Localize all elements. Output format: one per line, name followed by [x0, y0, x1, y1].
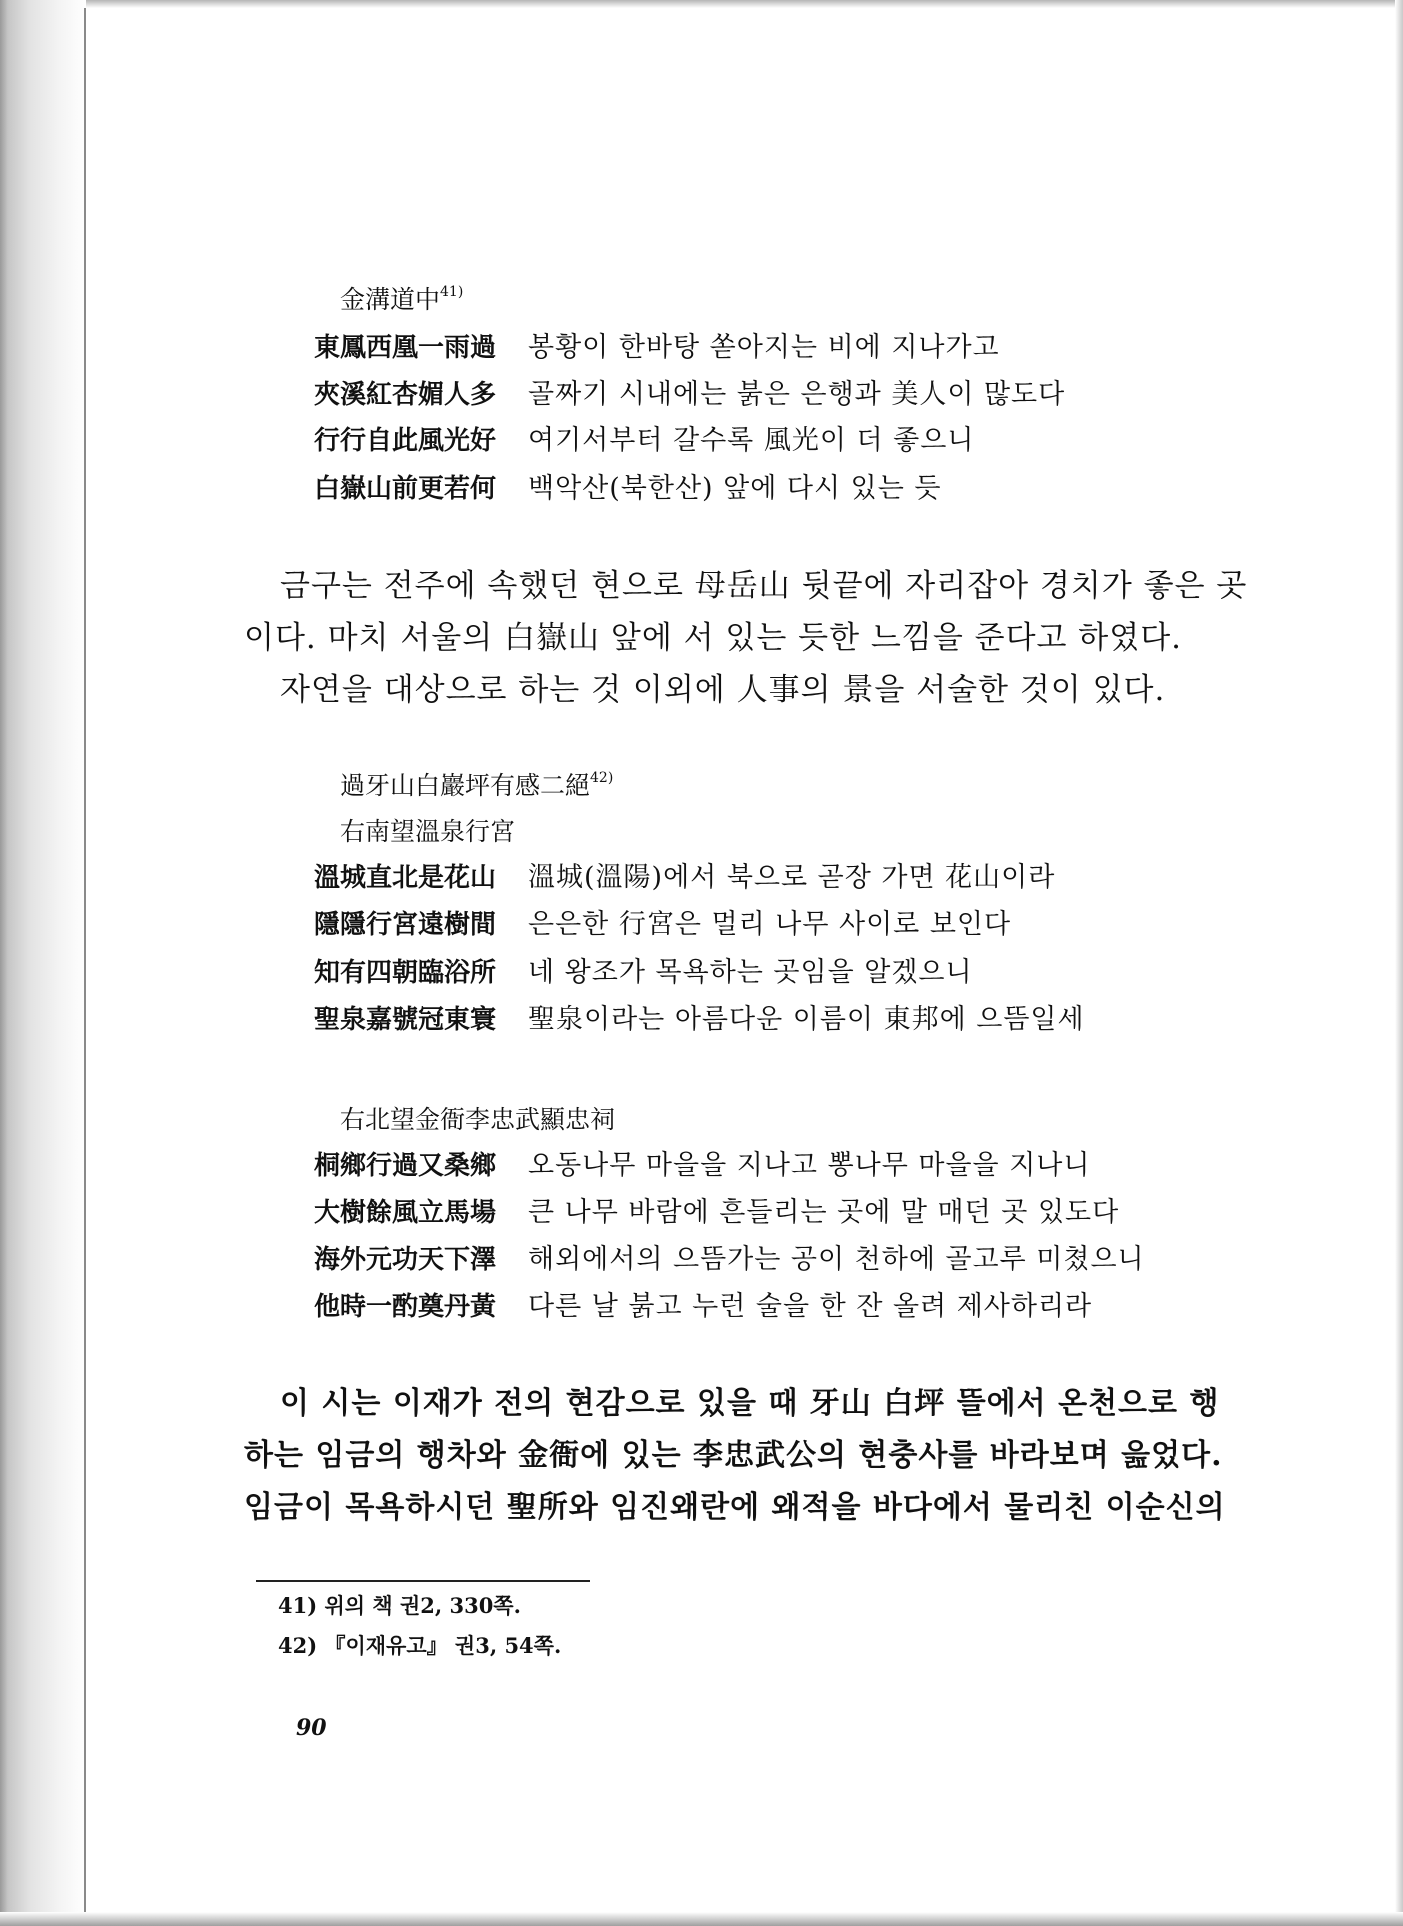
poem1-line-1-hanja: 東鳳西凰一雨過	[314, 333, 497, 363]
paragraph2-line-2: 하는 임금의 행차와 金衙에 있는 李忠武公의 현충사를 바라보며 읊었다.	[244, 1438, 1223, 1473]
poem1-line-3-hanja: 行行自此風光好	[314, 426, 497, 456]
poem2-line-1-korean: 溫城(溫陽)에서 북으로 곧장 가면 花山이라	[528, 862, 1056, 893]
poem2-line-3-korean: 네 왕조가 목욕하는 곳임을 알겠으니	[528, 957, 973, 988]
poem2-line-1-hanja: 溫城直北是花山	[314, 863, 497, 893]
footnote-42: 42) 『이재유고』 권3, 54쪽.	[278, 1633, 562, 1658]
poem2-line-2-hanja: 隱隱行宮遠樹間	[314, 910, 497, 940]
poem3-line-1-korean: 오동나무 마을을 지나고 뽕나무 마을을 지나니	[528, 1150, 1091, 1181]
poem3-line-2-korean: 큰 나무 바람에 흔들리는 곳에 말 매던 곳 있도다	[528, 1197, 1120, 1228]
poem1-title	[340, 284, 463, 316]
poem3-line-3-korean: 해외에서의 으뜸가는 공이 천하에 골고루 미쳤으니	[528, 1244, 1145, 1275]
poem2-note-ref: 42)	[590, 770, 614, 786]
poem1-title-text: 金溝道中	[340, 285, 441, 314]
poem3-line-1-hanja: 桐鄉行過又桑鄉	[314, 1151, 497, 1181]
paragraph1-line-3: 자연을 대상으로 하는 것 이외에 人事의 景을 서술한 것이 있다.	[280, 672, 1166, 708]
paragraph2-line-1: 이 시는 이재가 전의 현감으로 있을 때 牙山 白坪 뜰에서 온천으로 행	[280, 1386, 1220, 1421]
paragraph1	[244, 560, 1254, 716]
poem2-title-text: 過牙山白巖坪有感二絕	[340, 771, 591, 800]
paragraph2	[244, 1378, 1254, 1534]
poem2-subtitle: 右南望溫泉行宮	[340, 817, 516, 846]
poem3-line-4-hanja: 他時一酌奠丹黃	[314, 1292, 497, 1322]
paragraph1-line-1: 금구는 전주에 속했던 현으로 母岳山 뒷끝에 자리잡아 경치가 좋은 곳	[280, 568, 1248, 604]
poem2-line-2-korean: 은은한 行宮은 멀리 나무 사이로 보인다	[528, 909, 1012, 940]
poem2-line-3-hanja: 知有四朝臨浴所	[314, 958, 497, 988]
page-number: 90	[296, 1715, 327, 1741]
footnote-41: 41) 위의 책 권2, 330쪽.	[278, 1593, 521, 1618]
footnote-divider	[256, 1580, 590, 1582]
poem3-line-4-korean: 다른 날 붉고 누런 술을 한 잔 올려 제사하리라	[528, 1291, 1093, 1322]
poem3-line-3-hanja: 海外元功天下澤	[314, 1245, 497, 1275]
poem1-note-ref: 41)	[440, 284, 464, 300]
paragraph1-line-2: 이다. 마치 서울의 白嶽山 앞에 서 있는 듯한 느낌을 준다고 하였다.	[244, 620, 1183, 656]
poem2-title	[340, 770, 613, 802]
poem1-line-2-hanja: 夾溪紅杏媚人多	[314, 380, 497, 410]
paragraph2-line-3: 임금이 목욕하시던 聖所와 임진왜란에 왜적을 바다에서 물리친 이순신의	[244, 1490, 1226, 1525]
poem1-line-4-hanja: 白嶽山前更若何	[314, 474, 497, 504]
poem2-line-4-korean: 聖泉이라는 아름다운 이름이 東邦에 으뜸일세	[528, 1004, 1085, 1035]
poem1-line-1-korean: 봉황이 한바탕 쏟아지는 비에 지나가고	[528, 332, 1000, 363]
poem1-line-4-korean: 백악산(북한산) 앞에 다시 있는 듯	[528, 473, 942, 504]
poem1-line-3-korean: 여기서부터 갈수록 風光이 더 좋으니	[528, 425, 975, 456]
poem2-line-4-hanja: 聖泉嘉號冠東寰	[314, 1005, 497, 1035]
poem1-line-2-korean: 골짜기 시내에는 붉은 은행과 美人이 많도다	[528, 379, 1066, 410]
poem3-subtitle: 右北望金衙李忠武顯忠祠	[340, 1105, 616, 1134]
poem3-line-2-hanja: 大樹餘風立馬場	[314, 1198, 497, 1228]
